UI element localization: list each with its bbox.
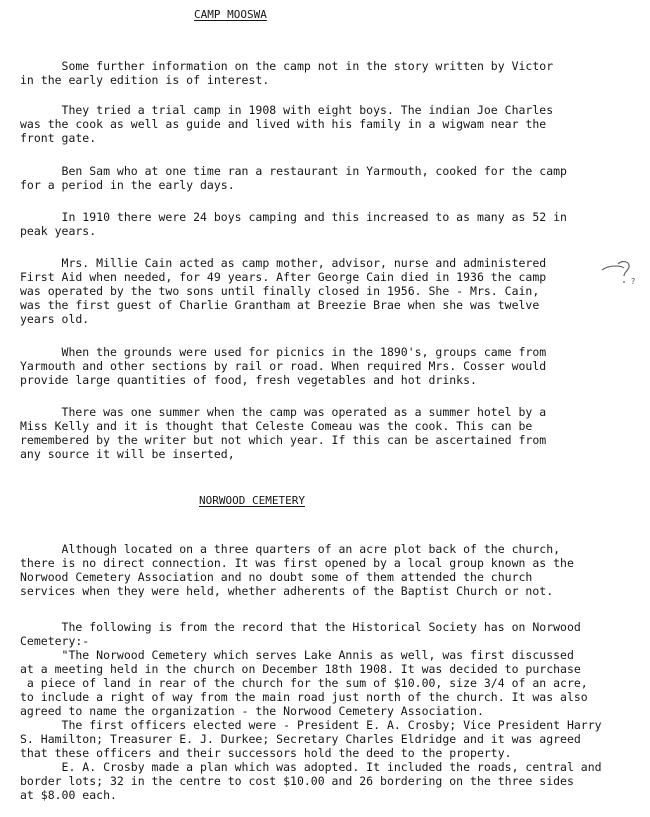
norwood-cemetery-title: NORWOOD CEMETERY (199, 494, 305, 507)
camp-paragraph-2 (20, 103, 553, 145)
text-line: services when they were held, whether adherents of the Baptist Church or not. (20, 584, 554, 598)
text-line: was the cook as well as guide and lived with his family in a wigwam near the (20, 117, 547, 131)
text-line: E. A. Crosby made a plan which was adopted. It included the roads, central and (20, 760, 602, 774)
text-line: at $8.00 each. (20, 788, 117, 802)
text-line: The first officers elected were - President E. A. Crosby; Vice President Harry (20, 718, 602, 732)
text-line: Although located on a three quarters of an acre plot back of the church, (20, 542, 561, 556)
camp-paragraph-7 (20, 405, 546, 461)
text-line: Cemetery:- (20, 634, 90, 648)
camp-paragraph-3 (20, 164, 567, 192)
text-line: The following is from the record that the Historical Society has on Norwood (20, 620, 581, 634)
text-line: S. Hamilton; Treasurer E. J. Durkee; Secretary Charles Eldridge and it was agreed (20, 732, 581, 746)
text-line: In 1910 there were 24 boys camping and this increased to as many as 52 in (20, 210, 567, 224)
text-line: border lots; 32 in the centre to cost $10.00 and 26 bordering on the three sides (20, 774, 574, 788)
text-line: Yarmouth and other sections by rail or road. When required Mrs. Cosser would (20, 359, 547, 373)
text-line: "The Norwood Cemetery which serves Lake Annis as well, was first discussed (20, 648, 574, 662)
text-line: Miss Kelly and it is thought that Celeste Comeau was the cook. This can be (20, 419, 533, 433)
text-line: provide large quantities of food, fresh vegetables and hot drinks. (20, 373, 477, 387)
text-line: at a meeting held in the church on December 18th 1908. It was decided to purchase (20, 662, 581, 676)
text-line: in the early edition is of interest. (20, 73, 270, 87)
text-line: Ben Sam who at one time ran a restaurant in Yarmouth, cooked for the camp (20, 164, 567, 178)
text-line: that these officers and their successors hold the deed to the property. (20, 746, 512, 760)
text-line: Some further information on the camp not in the story written by Victor (20, 59, 554, 73)
camp-mooswa-title: CAMP MOOSWA (194, 8, 267, 21)
text-line: They tried a trial camp in 1908 with eight boys. The indian Joe Charles (20, 103, 554, 117)
text-line: a piece of land in rear of the church for the sum of $10.00, size 3/4 of an acre, (20, 676, 588, 690)
text-line: When the grounds were used for picnics in the 1890's, groups came from (20, 345, 547, 359)
text-line: was operated by the two sons until finally closed in 1956. She - Mrs. Cain, (20, 284, 540, 298)
text-line: there is no direct connection. It was first opened by a local group known as the (20, 556, 574, 570)
text-line: any source it will be inserted, (20, 447, 235, 461)
text-line: was the first guest of Charlie Grantham at Breezie Brae when she was twelve (20, 298, 540, 312)
camp-paragraph-1 (20, 59, 553, 87)
handwritten-question-mark-icon (600, 258, 636, 288)
text-line: agreed to name the organization - the Norwood Cemetery Association. (20, 704, 484, 718)
text-line: to include a right of way from the main road just north of the church. It was also (20, 690, 588, 704)
text-line: years old. (20, 312, 90, 326)
text-line: peak years. (20, 224, 97, 238)
text-line: There was one summer when the camp was operated as a summer hotel by a (20, 405, 547, 419)
text-line: front gate. (20, 131, 97, 145)
cemetery-paragraph-2 (20, 620, 602, 802)
camp-paragraph-4 (20, 210, 567, 238)
text-line: remembered by the writer but not which year. If this can be ascertained from (20, 433, 547, 447)
pen-mark-symbol: ? (631, 277, 636, 286)
camp-paragraph-5 (20, 256, 546, 326)
camp-paragraph-6 (20, 345, 546, 387)
cemetery-paragraph-1 (20, 542, 574, 598)
text-line: for a period in the early days. (20, 178, 235, 192)
text-line: First Aid when needed, for 49 years. After George Cain died in 1936 the camp (20, 270, 547, 284)
text-line: Norwood Cemetery Association and no doubt some of them attended the church (20, 570, 533, 584)
text-line: Mrs. Millie Cain acted as camp mother, advisor, nurse and administered (20, 256, 547, 270)
